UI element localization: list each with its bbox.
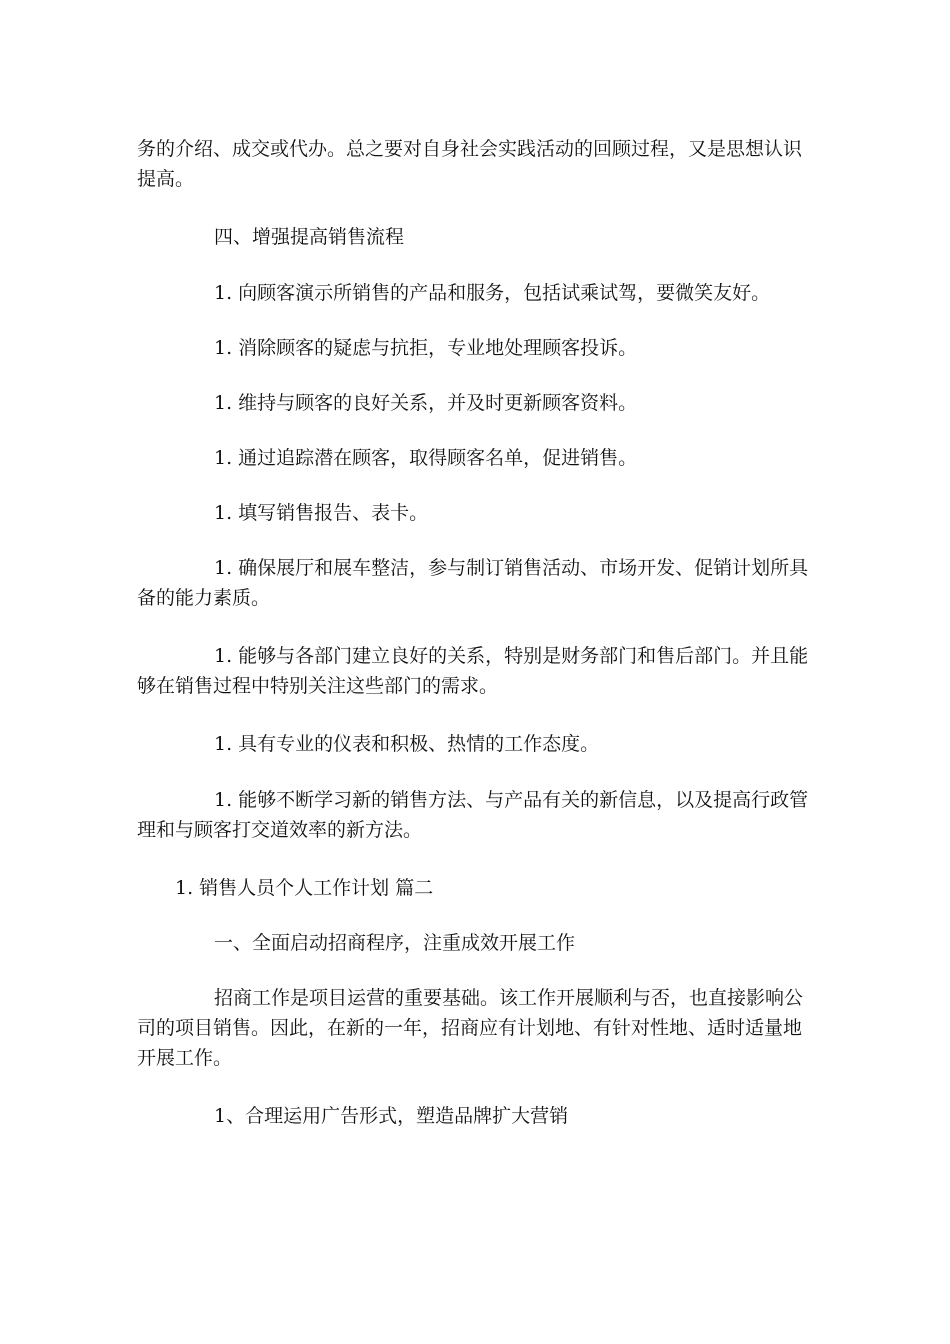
list-item: 1. 具有专业的仪表和积极、热情的工作态度。: [214, 733, 600, 755]
list-item: 1. 消除顾客的疑虑与抗拒，专业地处理顾客投诉。: [214, 337, 638, 359]
subsection-heading: 1、合理运用广告形式，塑造品牌扩大营销: [214, 1105, 569, 1127]
list-item: 1. 向顾客演示所销售的产品和服务，包括试乘试驾，要微笑友好。: [214, 282, 771, 304]
list-item: 1. 能够不断学习新的销售方法、与产品有关的新信息，以及提高行政管理和与顾客打交道效率的新方法。: [137, 789, 809, 841]
section-title-part-two: 1. 销售人员个人工作计划 篇二: [175, 877, 434, 899]
list-item: 1. 维持与顾客的良好关系，并及时更新顾客资料。: [214, 392, 638, 414]
list-item: 1. 通过追踪潜在顾客，取得顾客名单，促进销售。: [214, 447, 638, 469]
paragraph-intro-continuation: 务的介绍、成交或代办。总之要对自身社会实践活动的回顾过程，又是思想认识提高。: [137, 138, 803, 190]
section-heading-one: 一、全面启动招商程序，注重成效开展工作: [214, 932, 576, 954]
list-item: 1. 填写销售报告、表卡。: [214, 502, 429, 524]
list-item: 1. 能够与各部门建立良好的关系，特别是财务部门和售后部门。并且能够在销售过程中特别关注这些部门的需求。: [137, 645, 809, 697]
list-item: 1. 确保展厅和展车整洁，参与制订销售活动、市场开发、促销计划所具备的能力素质。: [137, 557, 809, 609]
section-heading-four: 四、增强提高销售流程: [214, 226, 405, 248]
body-paragraph: 招商工作是项目运营的重要基础。该工作开展顺利与否，也直接影响公司的项目销售。因此，在新的一年，招商应有计划地、有针对性地、适时适量地开展工作。: [137, 987, 804, 1069]
